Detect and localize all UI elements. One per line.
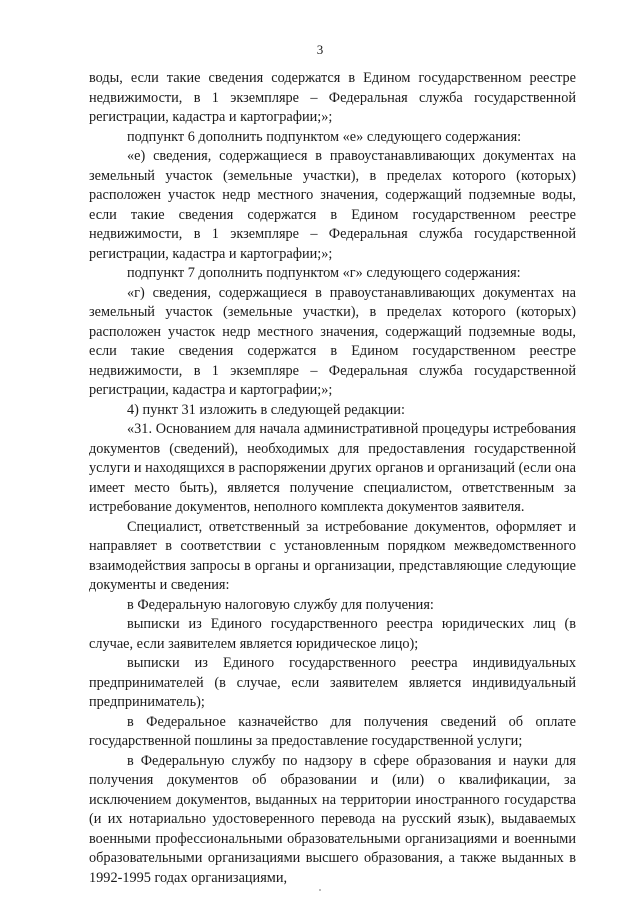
scan-artifact	[319, 889, 321, 891]
page-number: 3	[316, 42, 324, 57]
paragraph-item-4: 4) пункт 31 изложить в следующей редакции:	[127, 401, 405, 418]
document-body	[89, 69, 576, 888]
paragraph-treasury: в Федеральное казначейство для получения сведений об оплате государственной пошлины за предоставление государственной услуги;	[89, 713, 576, 749]
paragraph-continuation: воды, если такие сведения содержатся в Едином государственном реестре недвижимости, в 1 экземпляре – Федеральная служба государственной регистрации, кадастра и картографии;»;	[89, 70, 576, 125]
paragraph-point-31: «31. Основанием для начала административной процедуры истребования документов (сведений), необходимых для предоставления государственной услуги и находящихся в распоряжении других органов и организаций (если она имеет место быть), является получение специалистом, ответственным за истребование документов, неполного комплекта документов заявителя.	[89, 421, 576, 515]
paragraph-specialist: Специалист, ответственный за истребование документов, оформляет и направляет в соответствии с установленным порядком межведомственного взаимодействия запросы в органы и организации, представляющие следующие документы и сведения:	[89, 518, 576, 593]
paragraph-legal-entities-extract: выписки из Единого государственного реестра юридических лиц (в случае, если заявителем является юридическое лицо);	[89, 616, 576, 652]
paragraph-subitem-6: подпункт 6 дополнить подпунктом «е» следующего содержания:	[127, 128, 522, 145]
paragraph-tax-service: в Федеральную налоговую службу для получения:	[127, 596, 434, 613]
paragraph-item-g: «г) сведения, содержащиеся в правоустанавливающих документах на земельный участок (земельные участки), в пределах которого (которых) расположен участок недр местного значения, содержащий подземные воды, если такие сведения содержатся в Едином государственном реестре недвижимости, в 1 экземпляре – Федеральная служба государственной регистрации, кадастра и картографии;»;	[89, 284, 576, 398]
paragraph-entrepreneurs-extract: выписки из Единого государственного реестра индивидуальных предпринимателей (в случае, если заявителем является индивидуальный предприниматель);	[89, 655, 576, 710]
paragraph-subitem-7: подпункт 7 дополнить подпунктом «г» следующего содержания:	[127, 265, 521, 281]
paragraph-item-e: «е) сведения, содержащиеся в правоустанавливающих документах на земельный участок (земельные участки), в пределах которого (которых) расположен участок недр местного значения, содержащий подземные воды, если такие сведения содержатся в Едином государственном реестре недвижимости, в 1 экземпляре – Федеральная служба государственной регистрации, кадастра и картографии;»;	[89, 148, 576, 262]
paragraph-education-supervision: в Федеральную службу по надзору в сфере образования и науки для получения документов об образовании и (или) о квалификации, за исключением документов, выданных на территории иностранного государства (и их нотариально удостоверенного перевода на русский язык), выдаваемых военными профессиональными образовательными организациями и военными образовательными организациями высшего образования, а также выданных в 1992-1995 годах организациями,	[89, 752, 576, 886]
